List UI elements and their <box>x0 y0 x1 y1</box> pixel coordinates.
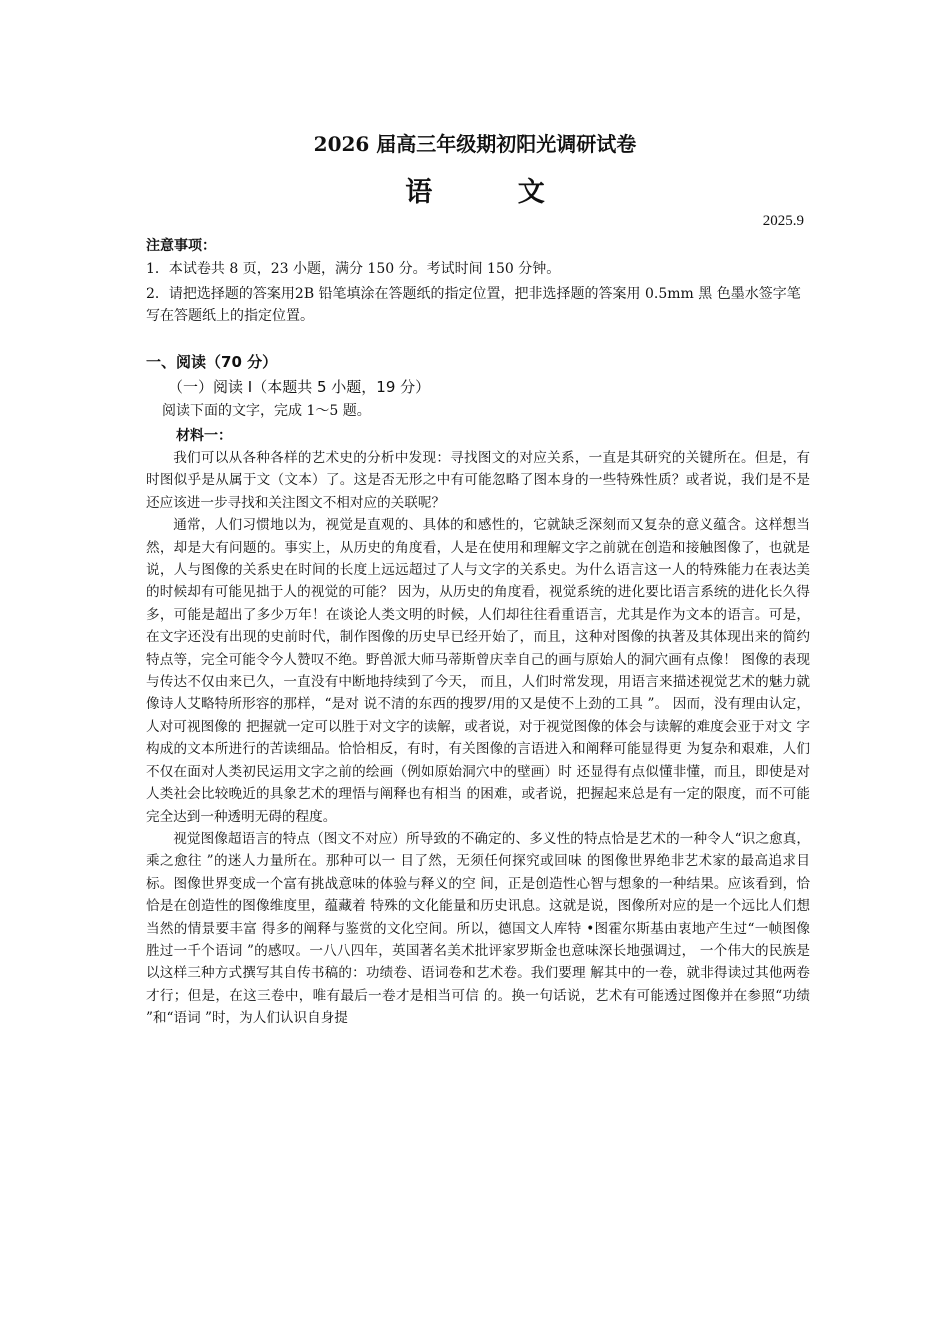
passage-paragraph-1: 我们可以从各种各样的艺术史的分析中发现：寻找图文的对应关系，一直是其研究的关键所在。但是，有时图似乎是从属于文（文本）了。这是否无形之中有可能忽略了图本身的一些特殊性质？或者说，我们是不是还应该进一步寻找和关注图文不相对应的关联呢？ <box>146 450 810 511</box>
section-heading: 一、阅读（70 分） <box>146 353 278 371</box>
notice-heading: 注意事项： <box>146 238 216 254</box>
exam-title: 2026 届高三年级期初阳光调研试卷 <box>313 132 637 156</box>
material-label: 材料一： <box>176 428 232 444</box>
exam-date: 2025.9 <box>762 213 804 229</box>
subject-title: 语 文 <box>405 177 583 208</box>
passage-body <box>146 447 810 1030</box>
reading-instruction: 阅读下面的文字，完成 1～5 题。 <box>162 403 371 419</box>
notice-item-1: 1．本试卷共 8 页，23 小题，满分 150 分。考试时间 150 分钟。 <box>146 261 561 277</box>
notice-item-2: 2．请把选择题的答案用2B 铅笔填涂在答题纸的指定位置，把非选择题的答案用 0.5mm 黑 色墨水签字笔写在答题纸上的指定位置。 <box>146 286 801 324</box>
passage-paragraph-2: 通常，人们习惯地以为，视觉是直观的、具体的和感性的，它就缺乏深刻而又复杂的意义蕴含。这样想当然，却是大有问题的。事实上，从历史的角度看，人是在使用和理解文字之前就在创造和接触图像了，也就是说，人与图像的关系史在时间的长度上远远超过了人与文字的关系史。为什么语言这一人的特殊能力在表达美的时候却有可能见拙于人的视觉的可能？ 因为，从历史的角度看，视觉系统的进化要比语言系统的进化长久得多，可能是超出了多少万年！在谈论人类文明的时候，人们却往往看重语言，尤其是作为文本的语言。可是，在文字还没有出现的史前时代，制作图像的历史早已经开始了，而且，这种对图像的执著及其体现出来的简约特点等，完全可能令今人赞叹不绝。野兽派大师马蒂斯曾庆幸自己的画与原始人的洞穴画有点像！ 图像的表现与传达不仅由来已久，一直没有中断地持续到了今天， 而且，人们时常发现，用语言来描述视觉艺术的魅力就像诗人艾略特所形容的那样，“是对 说不清的东西的搜罗/用的又是使不上劲的工具 ”。 因而，没有理由认定，人对可视图像的 把握就一定可以胜于对文字的读解，或者说，对于视觉图像的体会与读解的难度会亚于对文 字构成的文本所进行的苦读细品。恰恰相反，有时，有关图像的言语进入和阐释可能显得更 为复杂和艰难，人们不仅在面对人类初民运用文字之前的绘画（例如原始洞穴中的壁画）时 还显得有点似懂非懂，而且，即使是对人类社会比较晚近的具象艺术的理悟与阐释也有相当 的困难，或者说，把握起来总是有一定的限度，而不可能完全达到一种透明无碍的程度。 <box>146 517 810 825</box>
subsection-heading: （一）阅读 Ⅰ（本题共 5 小题，19 分） <box>168 378 431 396</box>
passage-paragraph-3: 视觉图像超语言的特点（图文不对应）所导致的不确定的、多义性的特点恰是艺术的一种令人“识之愈真，乘之愈往 ”的迷人力量所在。那种可以一 目了然，无须任何探究或回味 的图像世界绝非艺术家的最高追求目标。图像世界变成一个富有挑战意味的体验与释义的空 间，正是创造性心智与想象的一种结果。应该看到，恰恰是在创造性的图像维度里，蕴藏着 特殊的文化能量和历史讯息。这就是说，图像所对应的是一个远比人们想当然的情景要丰富 得多的阐释与鉴赏的文化空间。所以，德国文人库特 •图霍尔斯基由衷地产生过“一帧图像 胜过一千个语词 ”的感叹。一八八四年，英国著名美术批评家罗斯金也意味深长地强调过， 一个伟大的民族是以这样三种方式撰写其自传书稿的：功绩卷、语词卷和艺术卷。我们要理 解其中的一卷，就非得读过其他两卷才行；但是，在这三卷中，唯有最后一卷才是相当可信 的。换一句话说，艺术有可能透过图像并在参照“功绩 ”和“语词 ”时，为人们认识自身提 <box>146 830 810 1027</box>
